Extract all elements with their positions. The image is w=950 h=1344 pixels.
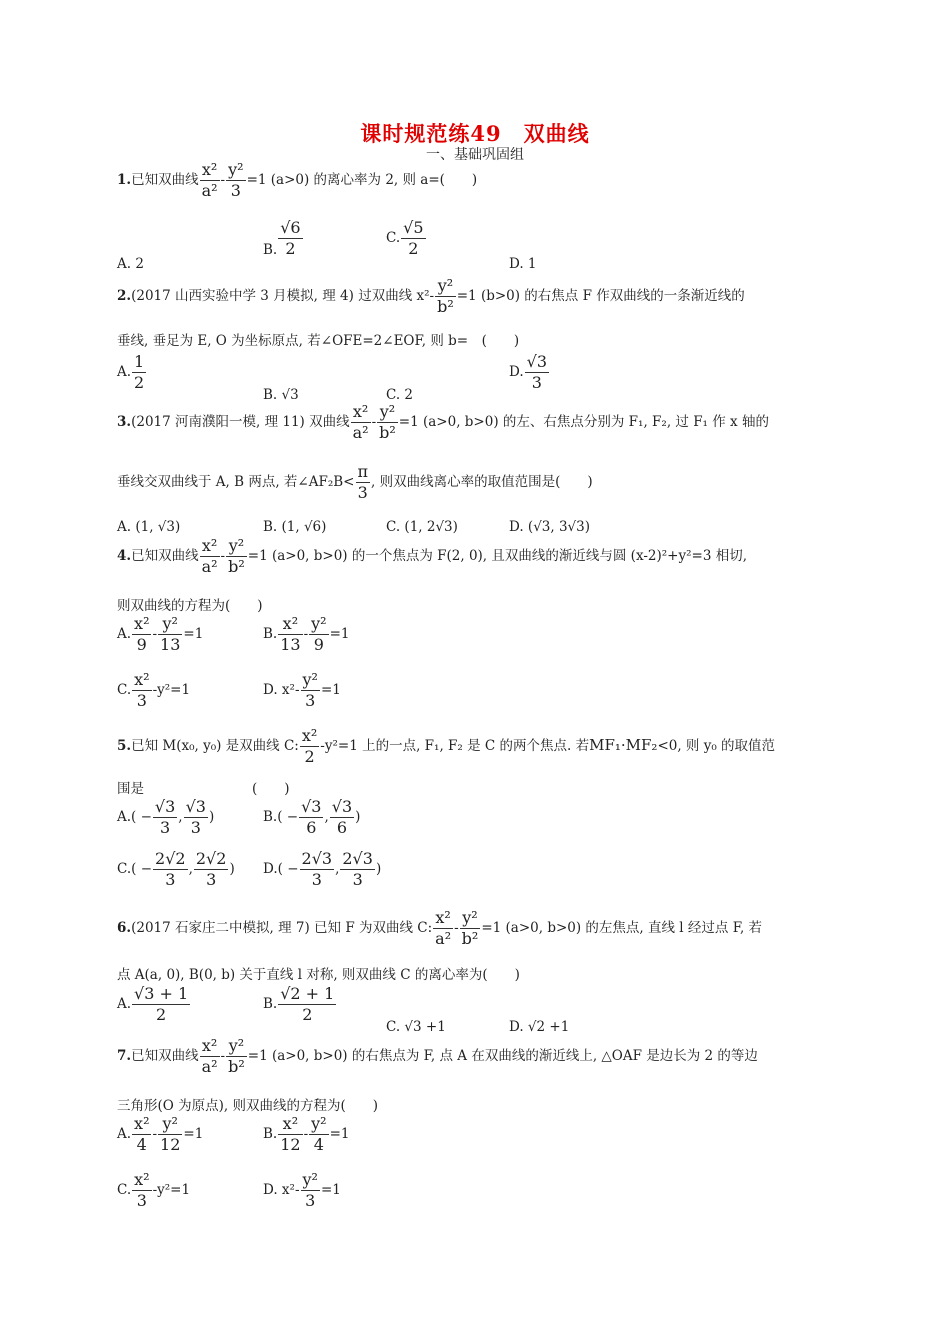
option-a: A. 2: [117, 256, 144, 272]
question-text: (2017 山西实验中学 3 月模拟, 理 4) 过双曲线 x²-: [131, 288, 435, 304]
question-text: <0, 则 y₀ 的取值范: [657, 738, 776, 754]
fraction: [300, 726, 319, 767]
numerator: √5: [403, 218, 424, 237]
denominator: 4: [136, 1135, 147, 1154]
paren: ( −: [277, 809, 299, 825]
denominator: 3: [531, 373, 542, 392]
option-label: C.: [117, 861, 132, 877]
option-b: B. (1, √6): [263, 519, 327, 535]
option-label: A.: [117, 996, 132, 1012]
fraction: [460, 908, 481, 949]
denominator: a²: [201, 557, 218, 576]
option-label: B.: [263, 626, 278, 642]
option-label: B.: [263, 996, 278, 1012]
question-text: =1 (a>0, b>0) 的一个焦点为 F(2, 0), 且双曲线的渐近线与圆 (x-2)²+y²=3 相切,: [247, 548, 747, 564]
fraction: [299, 797, 323, 838]
numerator: y²: [228, 536, 245, 555]
option-text: =1: [320, 682, 341, 698]
fraction: [132, 984, 190, 1025]
question-6: [117, 908, 762, 949]
question-text: 已知双曲线: [131, 548, 199, 564]
denominator: 9: [313, 635, 324, 654]
fraction: [132, 352, 146, 393]
question-3-line-2: [117, 462, 593, 503]
option-label: A.: [117, 809, 132, 825]
numerator: 1: [134, 352, 145, 371]
fraction: [158, 614, 182, 655]
numerator: y²: [162, 614, 178, 633]
question-5: [117, 726, 775, 767]
numerator: x²: [134, 670, 150, 689]
fraction: [301, 670, 320, 711]
operator: -: [220, 1048, 226, 1064]
fraction: [200, 1036, 220, 1077]
numerator: x²: [201, 536, 218, 555]
question-7-line-2: 三角形(O 为原点), 则双曲线的方程为( ): [117, 1098, 379, 1114]
option-label: D.: [263, 861, 278, 877]
denominator: 13: [280, 635, 301, 654]
fraction: [132, 614, 151, 655]
option-a: [117, 352, 147, 393]
question-text: -y²=1 上的一点, F₁, F₂ 是 C 的两个焦点. 若: [320, 738, 590, 754]
fraction: [401, 218, 425, 259]
operator: -: [371, 414, 377, 430]
option-c: [117, 670, 190, 711]
operator: -: [220, 172, 226, 188]
question-2: [117, 276, 745, 317]
option-a: A. $\frac{\text{x²}}{9}$ - $\frac{\text{y²}}{13}$ =1: [117, 614, 204, 654]
option-label: C.: [117, 682, 132, 698]
numerator: √3: [301, 797, 322, 816]
option-a: [117, 984, 191, 1025]
paren: ( −: [131, 809, 152, 825]
question-text: 已知双曲线: [131, 1048, 199, 1064]
fraction: [309, 614, 328, 655]
fraction: [132, 670, 151, 711]
numerator: y²: [162, 1114, 178, 1133]
option-d: [263, 670, 341, 711]
option-label: B.: [263, 242, 278, 258]
option-text: =1: [183, 626, 204, 642]
option-d: D. 1: [509, 256, 537, 272]
option-label: A.: [117, 1126, 132, 1142]
fraction: [158, 1114, 182, 1155]
denominator: a²: [435, 929, 452, 948]
denominator: b²: [379, 423, 396, 442]
question-text: (2017 河南濮阳一模, 理 11) 双曲线: [131, 414, 350, 430]
question-4: [117, 536, 747, 577]
question-number: 1.: [117, 172, 132, 188]
fraction: [200, 160, 220, 201]
fraction: [330, 797, 354, 838]
numerator: √2 + 1: [280, 984, 335, 1003]
numerator: x²: [301, 726, 318, 745]
fraction: [194, 849, 229, 890]
option-c: C. 2: [386, 387, 414, 403]
denominator: 3: [206, 870, 217, 889]
fraction: [226, 1036, 247, 1077]
denominator: b²: [228, 1057, 245, 1076]
fraction: [356, 462, 371, 503]
numerator: 2√2: [155, 849, 186, 868]
question-4-line-2: 则双曲线的方程为( ): [117, 598, 263, 614]
question-text: (2017 石家庄二中模拟, 理 7) 已知 F 为双曲线 C:: [131, 920, 433, 936]
paren: ): [229, 861, 235, 877]
fraction: [278, 1114, 302, 1155]
numerator: 2√3: [301, 849, 333, 868]
denominator: 4: [313, 1135, 324, 1154]
numerator: π: [357, 462, 369, 481]
question-number: 6.: [117, 920, 132, 936]
question-text: 垂线交双曲线于 A, B 两点, 若∠AF₂B<: [117, 474, 355, 490]
denominator: 9: [136, 635, 147, 654]
question-5-line-2: 围是 ( ): [117, 781, 290, 797]
numerator: y²: [311, 1114, 327, 1133]
denominator: b²: [228, 557, 245, 576]
comma: ,: [178, 809, 183, 825]
denominator: 3: [305, 1191, 316, 1210]
fraction: [525, 352, 549, 393]
question-1: [117, 160, 477, 201]
denominator: 13: [160, 635, 181, 654]
numerator: x²: [134, 1170, 150, 1189]
numerator: y²: [302, 1170, 318, 1189]
numerator: √3: [526, 352, 548, 371]
question-number: 5.: [117, 738, 132, 754]
question-text: , 则双曲线离心率的取值范围是( ): [371, 474, 593, 490]
numerator: √3: [331, 797, 353, 816]
fraction: [278, 218, 302, 259]
fraction: [278, 984, 336, 1025]
denominator: 6: [306, 818, 317, 837]
option-d: [263, 849, 381, 890]
option-label: C.: [386, 230, 401, 246]
option-c: C. (1, 2√3): [386, 519, 458, 535]
denominator: a²: [201, 181, 218, 200]
question-6-line-2: 点 A(a, 0), B(0, b) 关于直线 l 对称, 则双曲线 C 的离心率为( ): [117, 967, 520, 983]
fraction: [300, 849, 335, 890]
denominator: 3: [136, 691, 147, 710]
comma: ,: [324, 809, 329, 825]
numerator: √3 + 1: [134, 984, 189, 1003]
paren: ( −: [277, 861, 299, 877]
option-label: B.: [263, 809, 278, 825]
question-text: =1 (a>0, b>0) 的左、右焦点分别为 F₁, F₂, 过 F₁ 作 x 轴的: [398, 414, 769, 430]
fraction: [309, 1114, 328, 1155]
numerator: x²: [435, 908, 451, 927]
numerator: 2√2: [195, 849, 227, 868]
option-text: =1: [329, 1126, 350, 1142]
option-a: [117, 797, 214, 838]
question-7: [117, 1036, 758, 1077]
fraction: [184, 797, 208, 838]
comma: ,: [335, 861, 340, 877]
numerator: y²: [379, 402, 396, 421]
option-b: [263, 984, 337, 1025]
question-text: =1 (a>0, b>0) 的左焦点, 直线 l 经过点 F, 若: [481, 920, 763, 936]
option-c: C. √3 +1: [386, 1019, 446, 1035]
numerator: x²: [134, 614, 150, 633]
numerator: y²: [437, 276, 454, 295]
section-subtitle: 一、基础巩固组: [426, 147, 524, 163]
fraction: [132, 1114, 151, 1155]
question-text: 已知双曲线: [131, 172, 199, 188]
numerator: x²: [282, 1114, 299, 1133]
option-a: A. $\frac{\text{x²}}{4}$ - $\frac{\text{y²}}{12}$ =1: [117, 1114, 204, 1154]
fraction: [377, 402, 398, 443]
option-label: B.: [263, 1126, 278, 1142]
numerator: y²: [228, 1036, 245, 1055]
option-text: -y²=1: [152, 682, 191, 698]
numerator: x²: [352, 402, 369, 421]
question-number: 3.: [117, 414, 132, 430]
denominator: 2: [134, 373, 145, 392]
option-b: [263, 218, 304, 259]
fraction: [200, 536, 220, 577]
comma: ,: [188, 861, 193, 877]
numerator: y²: [228, 160, 244, 179]
fraction: [132, 1170, 151, 1211]
denominator: 3: [190, 818, 201, 837]
numerator: √6: [280, 218, 301, 237]
option-text: =1: [320, 1182, 341, 1198]
fraction: [153, 797, 177, 838]
denominator: 3: [357, 483, 368, 502]
fraction: [340, 849, 375, 890]
option-text: =1: [329, 626, 350, 642]
fraction: [351, 402, 371, 443]
numerator: x²: [134, 1114, 150, 1133]
denominator: b²: [437, 297, 454, 316]
option-label: A.: [117, 364, 132, 380]
option-label: A.: [117, 626, 132, 642]
denominator: a²: [201, 1057, 218, 1076]
numerator: x²: [282, 614, 299, 633]
fraction: [301, 1170, 320, 1211]
denominator: 2: [302, 1005, 313, 1024]
fraction: [153, 849, 188, 890]
denominator: 2: [408, 239, 419, 258]
denominator: 3: [136, 1191, 147, 1210]
numerator: y²: [302, 670, 318, 689]
question-2-line-2: 垂线, 垂足为 E, O 为坐标原点, 若∠OFE=2∠EOF, 则 b= ( ): [117, 333, 520, 349]
denominator: 3: [230, 181, 241, 200]
option-text: -y²=1: [152, 1182, 191, 1198]
paren: ): [375, 861, 382, 877]
numerator: y²: [462, 908, 478, 927]
fraction: [226, 160, 245, 201]
question-3: [117, 402, 769, 443]
fraction: [433, 908, 453, 949]
option-a: A. (1, √3): [117, 519, 181, 535]
option-c: [117, 1170, 190, 1211]
denominator: b²: [461, 929, 479, 948]
fraction: [226, 536, 247, 577]
question-text: =1 (b>0) 的右焦点 F 作双曲线的一条渐近线的: [456, 288, 745, 304]
numerator: x²: [201, 160, 218, 179]
denominator: 6: [336, 818, 348, 837]
fraction: [278, 614, 302, 655]
operator: -: [454, 920, 459, 936]
paren: ( −: [131, 861, 153, 877]
question-number: 4.: [117, 548, 132, 564]
operator: -: [220, 548, 226, 564]
numerator: √3: [185, 797, 206, 816]
denominator: 3: [165, 870, 176, 889]
denominator: 3: [352, 870, 363, 889]
numerator: √3: [154, 797, 176, 816]
fraction: [435, 276, 456, 317]
numerator: x²: [201, 1036, 218, 1055]
option-d: [509, 352, 550, 393]
denominator: 12: [160, 1135, 181, 1154]
denominator: 2: [304, 747, 315, 766]
option-text: =1: [183, 1126, 204, 1142]
question-number: 7.: [117, 1048, 132, 1064]
denominator: 12: [280, 1135, 301, 1154]
option-label: D. x²-: [263, 682, 300, 698]
vector-product: MF₁·MF₂: [589, 736, 658, 754]
option-b: B. √3: [263, 387, 299, 403]
paren: ): [208, 809, 215, 825]
denominator: 3: [160, 818, 171, 837]
denominator: 3: [305, 691, 316, 710]
denominator: a²: [352, 423, 369, 442]
option-label: D.: [509, 364, 524, 380]
option-c: [117, 849, 235, 890]
numerator: 2√3: [342, 849, 373, 868]
numerator: y²: [311, 614, 327, 633]
denominator: 2: [285, 239, 296, 258]
question-text: 已知 M(x₀, y₀) 是双曲线 C:: [131, 738, 299, 754]
option-d: D. (√3, 3√3): [509, 519, 591, 535]
paren: ): [355, 809, 361, 825]
option-c: [386, 218, 427, 259]
question-number: 2.: [117, 288, 132, 304]
page-title: 课时规范练49 双曲线: [360, 121, 590, 146]
option-b: B. $\frac{\text{x²}}{13}$ - $\frac{\text{y²}}{9}$ =1: [263, 614, 350, 654]
option-label: D. x²-: [263, 1182, 300, 1198]
option-b: B. $\frac{\text{x²}}{12}$ - $\frac{\text{y²}}{4}$ =1: [263, 1114, 350, 1154]
option-d: [263, 1170, 341, 1211]
denominator: 2: [156, 1005, 167, 1024]
question-text: =1 (a>0, b>0) 的右焦点为 F, 点 A 在双曲线的渐近线上, △OAF 是边长为 2 的等边: [247, 1048, 758, 1064]
option-label: C.: [117, 1182, 132, 1198]
option-d: D. √2 +1: [509, 1019, 570, 1035]
question-text: =1 (a>0) 的离心率为 2, 则 a=( ): [246, 172, 478, 188]
option-b: [263, 797, 360, 838]
denominator: 3: [311, 870, 322, 889]
